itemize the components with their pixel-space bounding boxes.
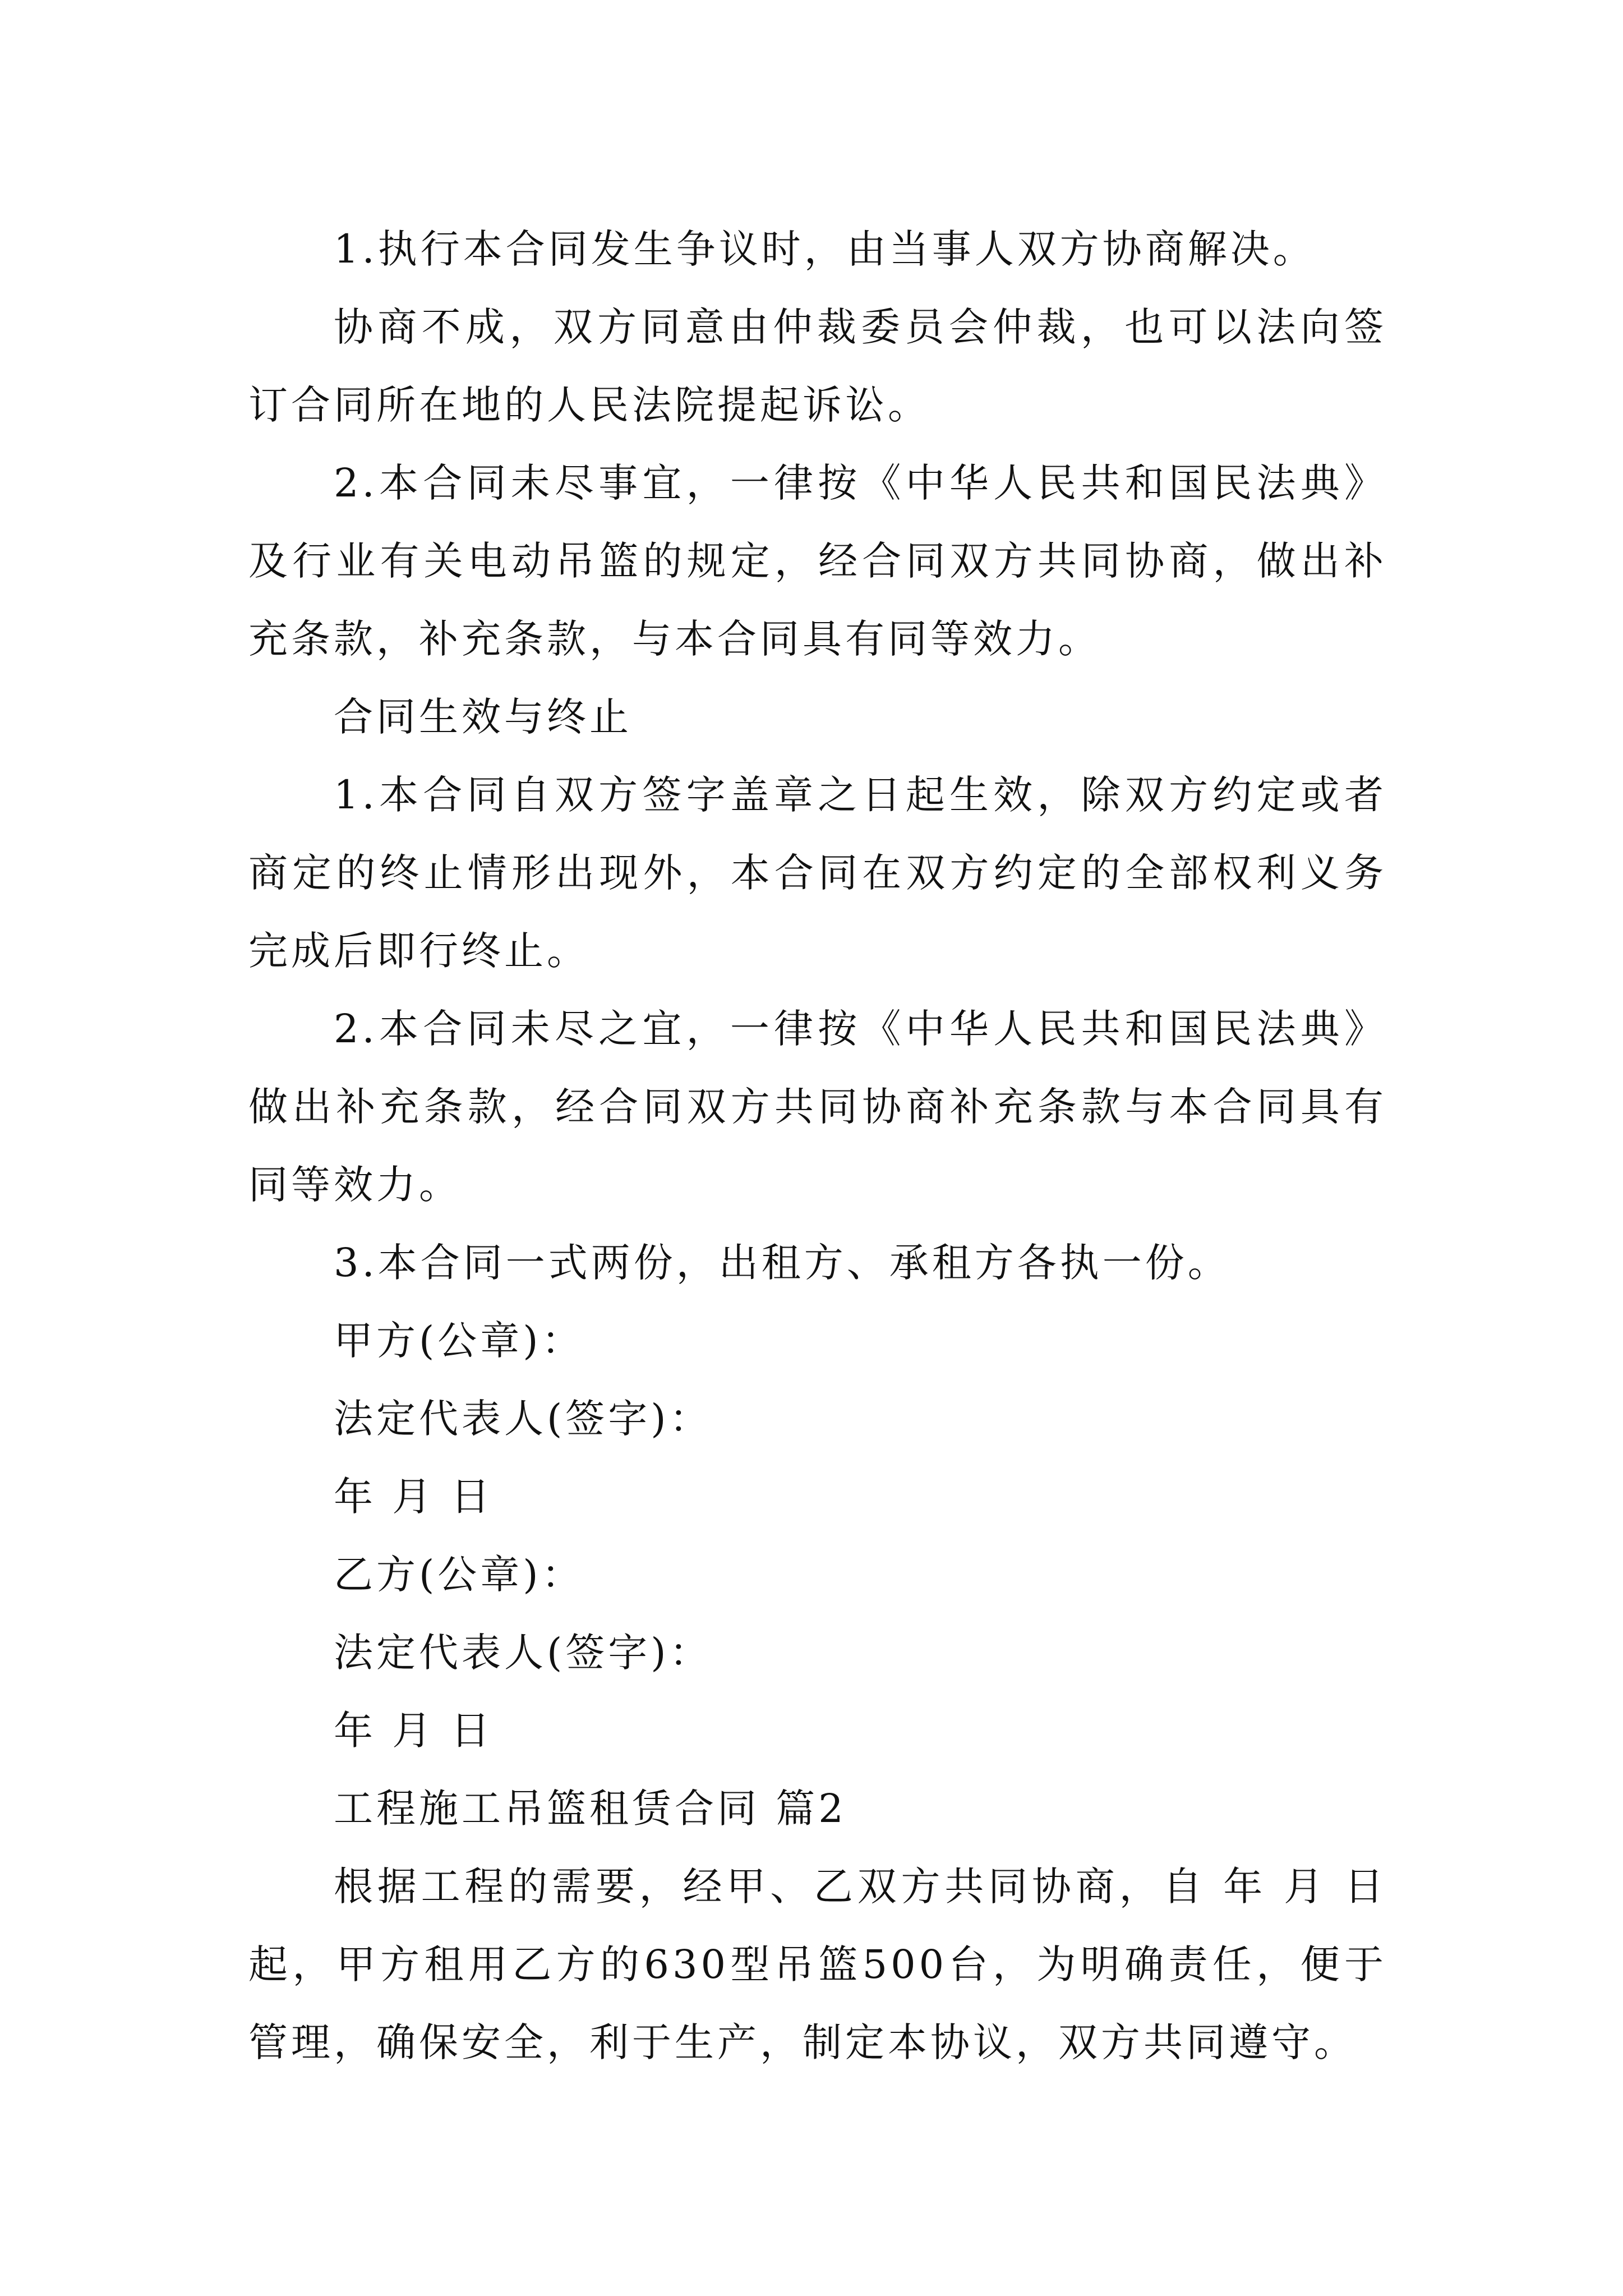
section-heading-effect-termination: 合同生效与终止	[334, 694, 632, 740]
paragraph-effect-clause-2: 2.本合同未尽之宜，一律按《中华人民共和国民法典》做出补充条款，经合同双方共同协商补充条款与本合同具有同等效力。	[248, 1006, 1387, 1208]
party-a-date-line: 年 月 日	[334, 1474, 494, 1520]
paragraph-arbitration: 协商不成，双方同意由仲裁委员会仲裁，也可以法向签订合同所在地的人民法院提起诉讼。	[248, 304, 1387, 428]
paragraph-effect-clause-1: 1.本合同自双方签字盖章之日起生效，除双方约定或者商定的终止情形出现外，本合同在双方约定的全部权利义务完成后即行终止。	[248, 772, 1387, 974]
paragraph-effect-clause-3: 3.本合同一式两份，出租方、承租方各执一份。	[334, 1240, 1230, 1286]
contract-title-part-2: 工程施工吊篮租赁合同 篇2	[334, 1786, 847, 1832]
party-b-representative-line: 法定代表人(签字)：	[334, 1630, 712, 1676]
party-b-date-line: 年 月 日	[334, 1708, 494, 1754]
paragraph-dispute-clause-2: 2.本合同未尽事宜，一律按《中华人民共和国民法典》及行业有关电动吊篮的规定，经合同双方共同协商，做出补充条款，补充条款，与本合同具有同等效力。	[248, 460, 1387, 662]
party-a-seal-line: 甲方(公章)：	[334, 1318, 584, 1364]
document-body	[248, 210, 1387, 2082]
party-a-representative-line: 法定代表人(签字)：	[334, 1396, 712, 1442]
paragraph-dispute-clause-1: 1.执行本合同发生争议时，由当事人双方协商解决。	[334, 226, 1316, 272]
party-b-seal-line: 乙方(公章)：	[334, 1552, 584, 1598]
paragraph-contract-2-intro: 根据工程的需要，经甲、乙双方共同协商，自 年 月 日起，甲方租用乙方的630型吊篮500台，为明确责任，便于管理，确保安全，利于生产，制定本协议，双方共同遵守。	[248, 1864, 1387, 2065]
